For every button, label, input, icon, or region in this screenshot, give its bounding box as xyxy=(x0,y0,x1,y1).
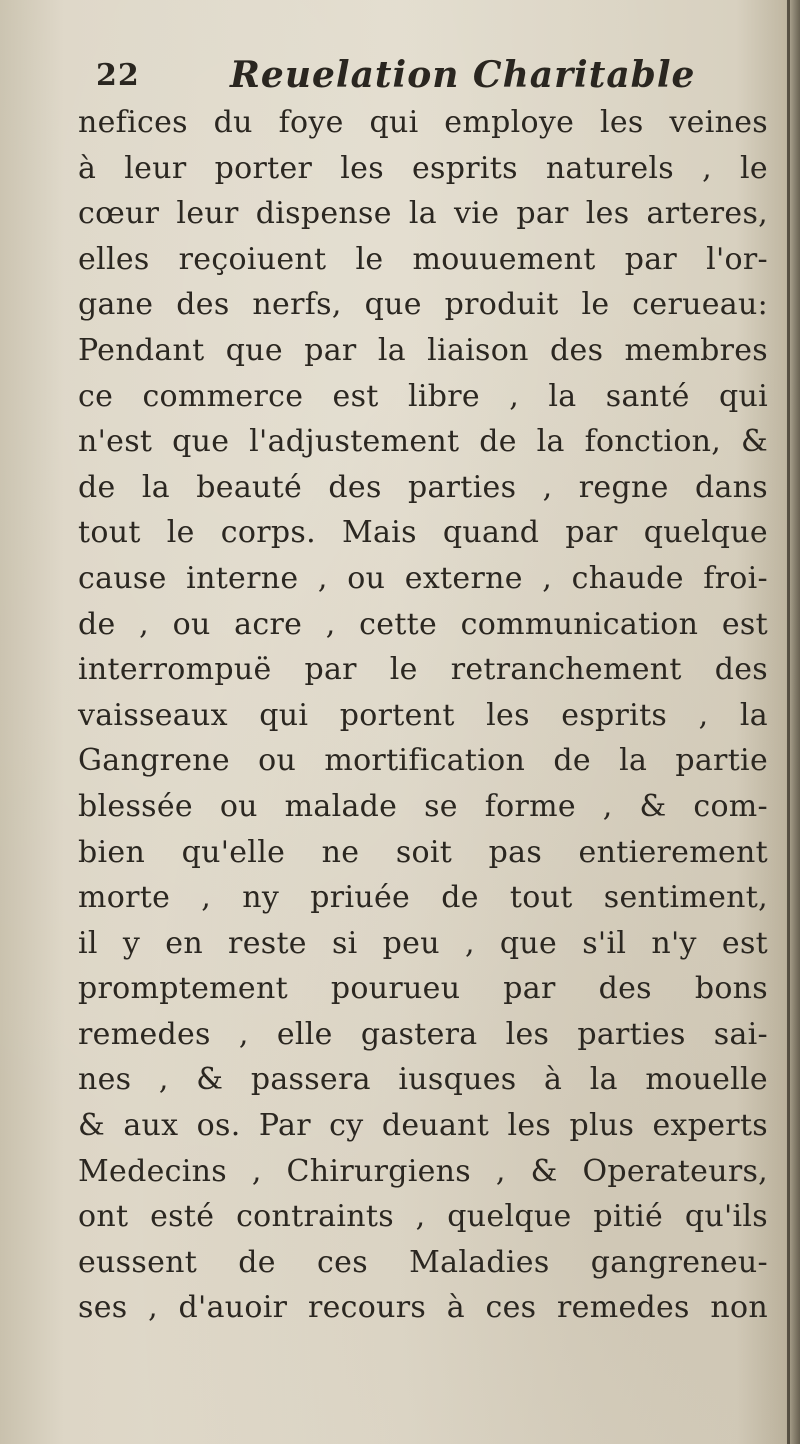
text-line: cœur leur dispense la vie par les arteres, xyxy=(78,196,768,232)
text-line: Medecins , Chirurgiens , & Operateurs, xyxy=(78,1153,768,1189)
body-text xyxy=(78,100,768,1331)
text-line: remedes , elle gastera les parties sai- xyxy=(78,1016,768,1052)
text-line: morte , ny priuée de tout sentiment, xyxy=(78,880,768,916)
text-line: il y en reste si peu , que s'il n'y est xyxy=(78,925,768,961)
text-line: eussent de ces Maladies gangreneu- xyxy=(78,1244,768,1280)
text-line: nefices du foye qui employe les veines xyxy=(78,105,768,140)
text-line: ont esté contraints , quelque pitié qu'ils xyxy=(78,1199,768,1235)
text-line: tout le corps. Mais quand par quelque xyxy=(78,515,768,551)
text-line: promptement pourueu par des bons xyxy=(78,971,768,1007)
text-line: blessée ou malade se forme , & com- xyxy=(78,788,768,824)
text-line: & aux os. Par cy deuant les plus experts xyxy=(78,1108,768,1144)
text-line: ses , d'auoir recours à ces remedes non xyxy=(78,1290,768,1326)
text-line: nes , & passera iusques à la mouelle xyxy=(78,1062,768,1098)
page-number: 22 xyxy=(96,58,140,93)
running-title: Reuelation Charitable xyxy=(230,54,696,96)
text-line: de , ou acre , cette communication est xyxy=(78,606,768,642)
text-line: n'est que l'adjustement de la fonction, & xyxy=(78,424,768,460)
text-line: gane des nerfs, que produit le cerueau: xyxy=(78,287,768,323)
text-line: Pendant que par la liaison des membres xyxy=(78,332,768,368)
page-edge-line xyxy=(787,0,790,1444)
running-header xyxy=(88,52,728,102)
text-line: elles reçoiuent le mouuement par l'or- xyxy=(78,241,768,277)
text-line: ce commerce est libre , la santé qui xyxy=(78,378,768,414)
text-line: à leur porter les esprits naturels , le xyxy=(78,150,768,186)
text-line: bien qu'elle ne soit pas entierement xyxy=(78,834,768,870)
text-line: vaisseaux qui portent les esprits , la xyxy=(78,697,768,733)
text-line: de la beauté des parties , regne dans xyxy=(78,469,768,505)
text-line: Gangrene ou mortification de la partie xyxy=(78,743,768,779)
text-line: interrompuë par le retranchement des xyxy=(78,652,768,688)
text-line: cause interne , ou externe , chaude froi- xyxy=(78,560,768,596)
